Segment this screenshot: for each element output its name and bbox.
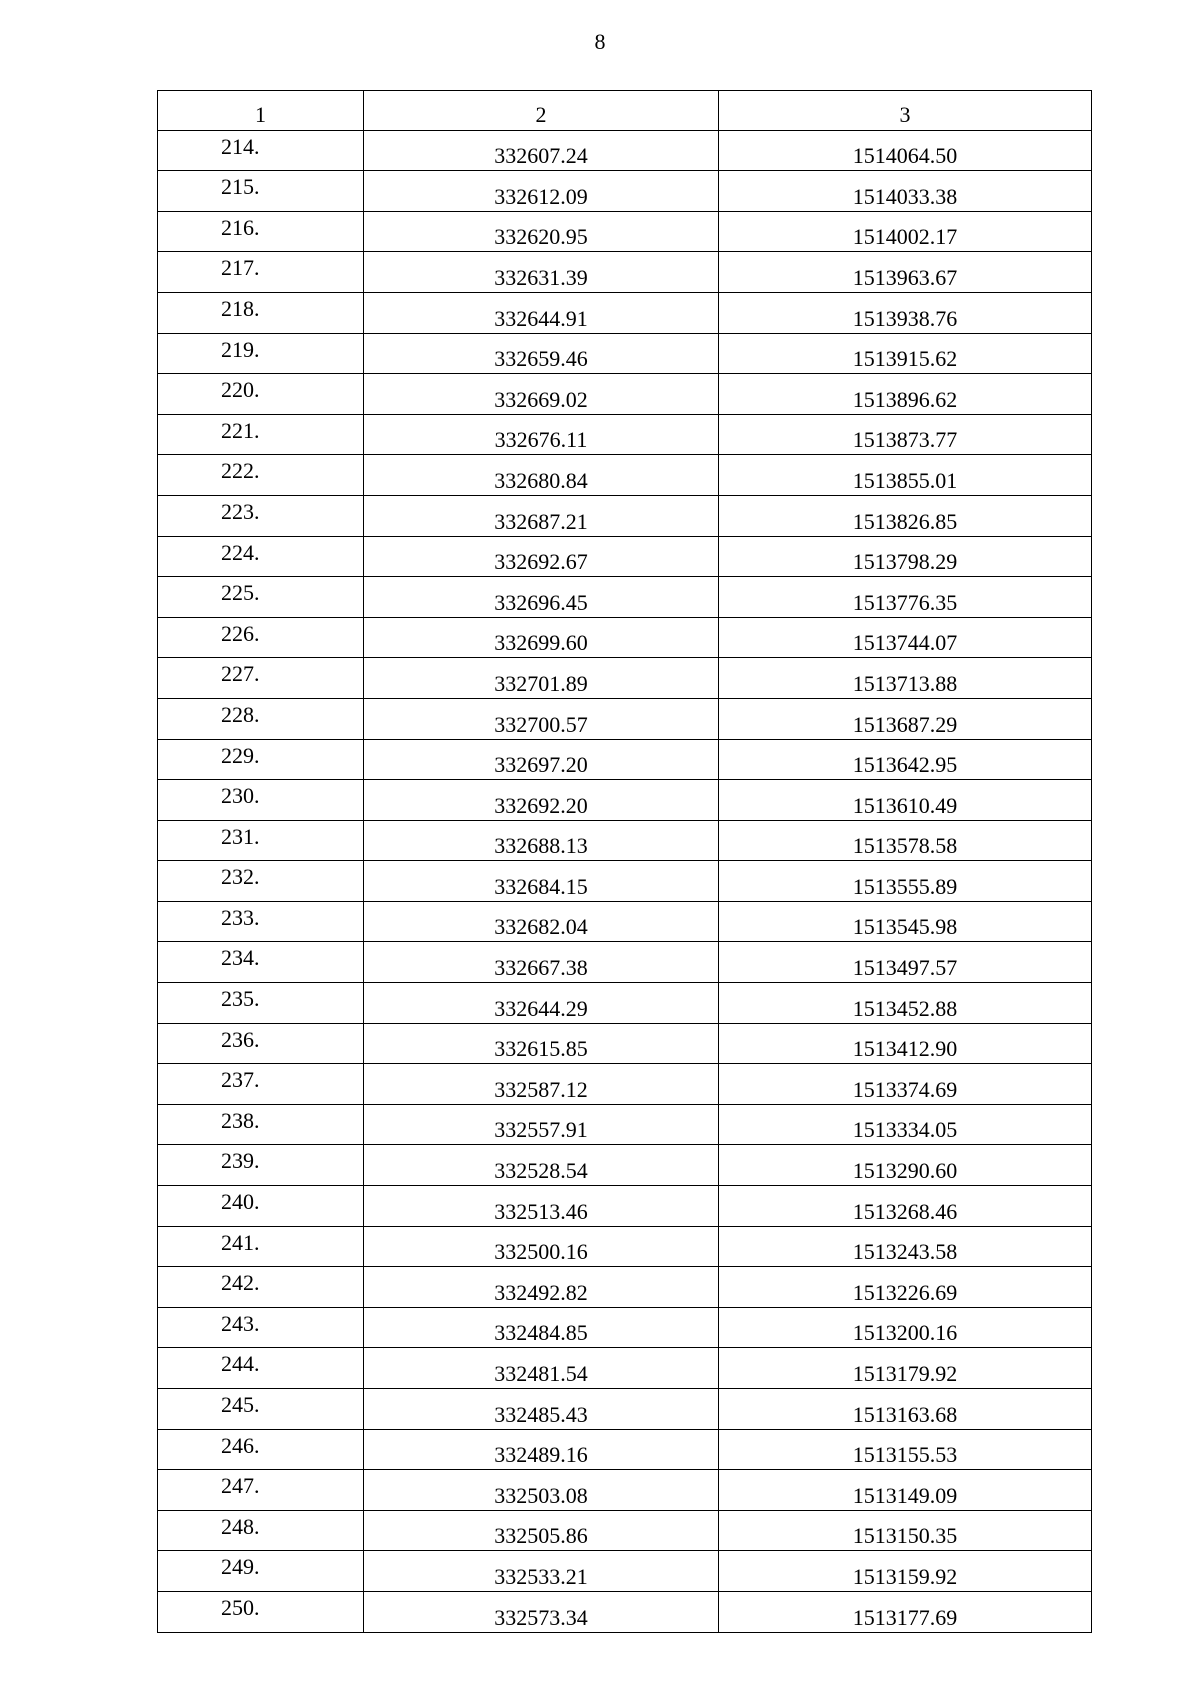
column-2-value-cell: 332697.20: [364, 739, 719, 780]
row-number-cell: 235.: [158, 983, 364, 1024]
page-number: 8: [594, 29, 606, 54]
table-row: [158, 1348, 1092, 1389]
column-2-value-cell: 332492.82: [364, 1267, 719, 1308]
table-row: [158, 1470, 1092, 1511]
row-number-cell: 231.: [158, 820, 364, 861]
column-3-value-cell: 1513334.05: [719, 1104, 1092, 1145]
row-number-cell: 227.: [158, 658, 364, 699]
table-row: [158, 292, 1092, 333]
column-2-value-cell: 332701.89: [364, 658, 719, 699]
table-row: [158, 1307, 1092, 1348]
row-number-cell: 242.: [158, 1267, 364, 1308]
table-row: [158, 130, 1092, 171]
column-2-value-cell: 332513.46: [364, 1186, 719, 1227]
column-2-value-cell: 332505.86: [364, 1510, 719, 1551]
table-row: [158, 171, 1092, 212]
row-number-cell: 230.: [158, 780, 364, 821]
row-number-cell: 218.: [158, 292, 364, 333]
table-row: [158, 1429, 1092, 1470]
row-number-cell: 217.: [158, 252, 364, 293]
table-row: [158, 739, 1092, 780]
column-3-value-cell: 1513200.16: [719, 1307, 1092, 1348]
row-number-cell: 225.: [158, 577, 364, 618]
column-2-value-cell: 332667.38: [364, 942, 719, 983]
column-2-value-cell: 332500.16: [364, 1226, 719, 1267]
row-number-cell: 237.: [158, 1064, 364, 1105]
column-3-value-cell: 1513610.49: [719, 780, 1092, 821]
row-number-cell: 215.: [158, 171, 364, 212]
table-row: [158, 252, 1092, 293]
column-2-value-cell: 332503.08: [364, 1470, 719, 1511]
column-3-value-cell: 1513179.92: [719, 1348, 1092, 1389]
table-row: [158, 1104, 1092, 1145]
column-3-value-cell: 1513243.58: [719, 1226, 1092, 1267]
column-2-value-cell: 332573.34: [364, 1591, 719, 1632]
column-3-value-cell: 1513713.88: [719, 658, 1092, 699]
row-number-cell: 233.: [158, 901, 364, 942]
row-number-cell: 250.: [158, 1591, 364, 1632]
column-3-value-cell: 1513826.85: [719, 495, 1092, 536]
column-3-value-cell: 1513290.60: [719, 1145, 1092, 1186]
row-number-cell: 239.: [158, 1145, 364, 1186]
table-row: [158, 1551, 1092, 1592]
row-number-cell: 240.: [158, 1186, 364, 1227]
row-number-cell: 214.: [158, 130, 364, 171]
table-row: [158, 698, 1092, 739]
table-row: [158, 658, 1092, 699]
column-3-value-cell: 1513798.29: [719, 536, 1092, 577]
table-row: [158, 901, 1092, 942]
table-row: [158, 1591, 1092, 1632]
column-3-value-cell: 1513963.67: [719, 252, 1092, 293]
table-row: [158, 577, 1092, 618]
column-2-value-cell: 332699.60: [364, 617, 719, 658]
table-header: [158, 91, 1092, 131]
table-row: [158, 1267, 1092, 1308]
table-row: [158, 1186, 1092, 1227]
column-2-value-cell: 332620.95: [364, 211, 719, 252]
column-3-value-cell: 1513159.92: [719, 1551, 1092, 1592]
column-3-value-cell: 1513896.62: [719, 374, 1092, 415]
row-number-cell: 229.: [158, 739, 364, 780]
row-number-cell: 219.: [158, 333, 364, 374]
table-body: [158, 130, 1092, 1632]
table-row: [158, 983, 1092, 1024]
row-number-cell: 247.: [158, 1470, 364, 1511]
row-number-cell: 222.: [158, 455, 364, 496]
row-number-cell: 226.: [158, 617, 364, 658]
table-row: [158, 1064, 1092, 1105]
column-header-1: 1: [158, 91, 364, 131]
column-2-value-cell: 332688.13: [364, 820, 719, 861]
table-row: [158, 861, 1092, 902]
column-3-value-cell: 1513226.69: [719, 1267, 1092, 1308]
column-2-value-cell: 332533.21: [364, 1551, 719, 1592]
table-row: [158, 1023, 1092, 1064]
column-3-value-cell: 1513578.58: [719, 820, 1092, 861]
row-number-cell: 248.: [158, 1510, 364, 1551]
row-number-cell: 246.: [158, 1429, 364, 1470]
table-row: [158, 1145, 1092, 1186]
column-3-value-cell: 1513555.89: [719, 861, 1092, 902]
column-2-value-cell: 332489.16: [364, 1429, 719, 1470]
row-number-cell: 238.: [158, 1104, 364, 1145]
column-3-value-cell: 1513545.98: [719, 901, 1092, 942]
row-number-cell: 249.: [158, 1551, 364, 1592]
column-2-value-cell: 332692.67: [364, 536, 719, 577]
column-3-value-cell: 1513155.53: [719, 1429, 1092, 1470]
column-3-value-cell: 1513412.90: [719, 1023, 1092, 1064]
row-number-cell: 221.: [158, 414, 364, 455]
column-3-value-cell: 1513855.01: [719, 455, 1092, 496]
column-3-value-cell: 1513915.62: [719, 333, 1092, 374]
column-2-value-cell: 332676.11: [364, 414, 719, 455]
column-3-value-cell: 1513150.35: [719, 1510, 1092, 1551]
column-2-value-cell: 332659.46: [364, 333, 719, 374]
column-3-value-cell: 1513873.77: [719, 414, 1092, 455]
column-3-value-cell: 1513497.57: [719, 942, 1092, 983]
coordinates-table: [157, 90, 1092, 1633]
row-number-cell: 236.: [158, 1023, 364, 1064]
table-row: [158, 780, 1092, 821]
column-header-3: 3: [719, 91, 1092, 131]
column-3-value-cell: 1513687.29: [719, 698, 1092, 739]
column-2-value-cell: 332587.12: [364, 1064, 719, 1105]
column-2-value-cell: 332481.54: [364, 1348, 719, 1389]
column-2-value-cell: 332684.15: [364, 861, 719, 902]
column-2-value-cell: 332687.21: [364, 495, 719, 536]
column-3-value-cell: 1513776.35: [719, 577, 1092, 618]
column-3-value-cell: 1513744.07: [719, 617, 1092, 658]
row-number-cell: 224.: [158, 536, 364, 577]
column-3-value-cell: 1514064.50: [719, 130, 1092, 171]
column-3-value-cell: 1513177.69: [719, 1591, 1092, 1632]
row-number-cell: 220.: [158, 374, 364, 415]
column-2-value-cell: 332607.24: [364, 130, 719, 171]
table-row: [158, 536, 1092, 577]
column-2-value-cell: 332557.91: [364, 1104, 719, 1145]
column-2-value-cell: 332631.39: [364, 252, 719, 293]
table-row: [158, 374, 1092, 415]
table-row: [158, 455, 1092, 496]
row-number-cell: 234.: [158, 942, 364, 983]
table-row: [158, 942, 1092, 983]
table-row: [158, 1510, 1092, 1551]
column-2-value-cell: 332484.85: [364, 1307, 719, 1348]
column-2-value-cell: 332692.20: [364, 780, 719, 821]
table-row: [158, 333, 1092, 374]
column-2-value-cell: 332615.85: [364, 1023, 719, 1064]
table-row: [158, 1389, 1092, 1430]
column-2-value-cell: 332700.57: [364, 698, 719, 739]
column-2-value-cell: 332682.04: [364, 901, 719, 942]
column-header-2: 2: [364, 91, 719, 131]
row-number-cell: 228.: [158, 698, 364, 739]
column-2-value-cell: 332528.54: [364, 1145, 719, 1186]
column-3-value-cell: 1513268.46: [719, 1186, 1092, 1227]
column-3-value-cell: 1513452.88: [719, 983, 1092, 1024]
table-row: [158, 820, 1092, 861]
table-row: [158, 211, 1092, 252]
column-2-value-cell: 332485.43: [364, 1389, 719, 1430]
column-3-value-cell: 1513642.95: [719, 739, 1092, 780]
column-3-value-cell: 1514033.38: [719, 171, 1092, 212]
column-3-value-cell: 1513374.69: [719, 1064, 1092, 1105]
table-row: [158, 617, 1092, 658]
row-number-cell: 232.: [158, 861, 364, 902]
row-number-cell: 245.: [158, 1389, 364, 1430]
row-number-cell: 241.: [158, 1226, 364, 1267]
column-2-value-cell: 332680.84: [364, 455, 719, 496]
row-number-cell: 223.: [158, 495, 364, 536]
column-3-value-cell: 1514002.17: [719, 211, 1092, 252]
column-2-value-cell: 332612.09: [364, 171, 719, 212]
column-3-value-cell: 1513163.68: [719, 1389, 1092, 1430]
column-3-value-cell: 1513149.09: [719, 1470, 1092, 1511]
column-2-value-cell: 332644.91: [364, 292, 719, 333]
table-row: [158, 414, 1092, 455]
column-2-value-cell: 332669.02: [364, 374, 719, 415]
column-3-value-cell: 1513938.76: [719, 292, 1092, 333]
header-row: [158, 91, 1092, 131]
column-2-value-cell: 332644.29: [364, 983, 719, 1024]
row-number-cell: 243.: [158, 1307, 364, 1348]
table-row: [158, 1226, 1092, 1267]
row-number-cell: 216.: [158, 211, 364, 252]
column-2-value-cell: 332696.45: [364, 577, 719, 618]
table-row: [158, 495, 1092, 536]
row-number-cell: 244.: [158, 1348, 364, 1389]
